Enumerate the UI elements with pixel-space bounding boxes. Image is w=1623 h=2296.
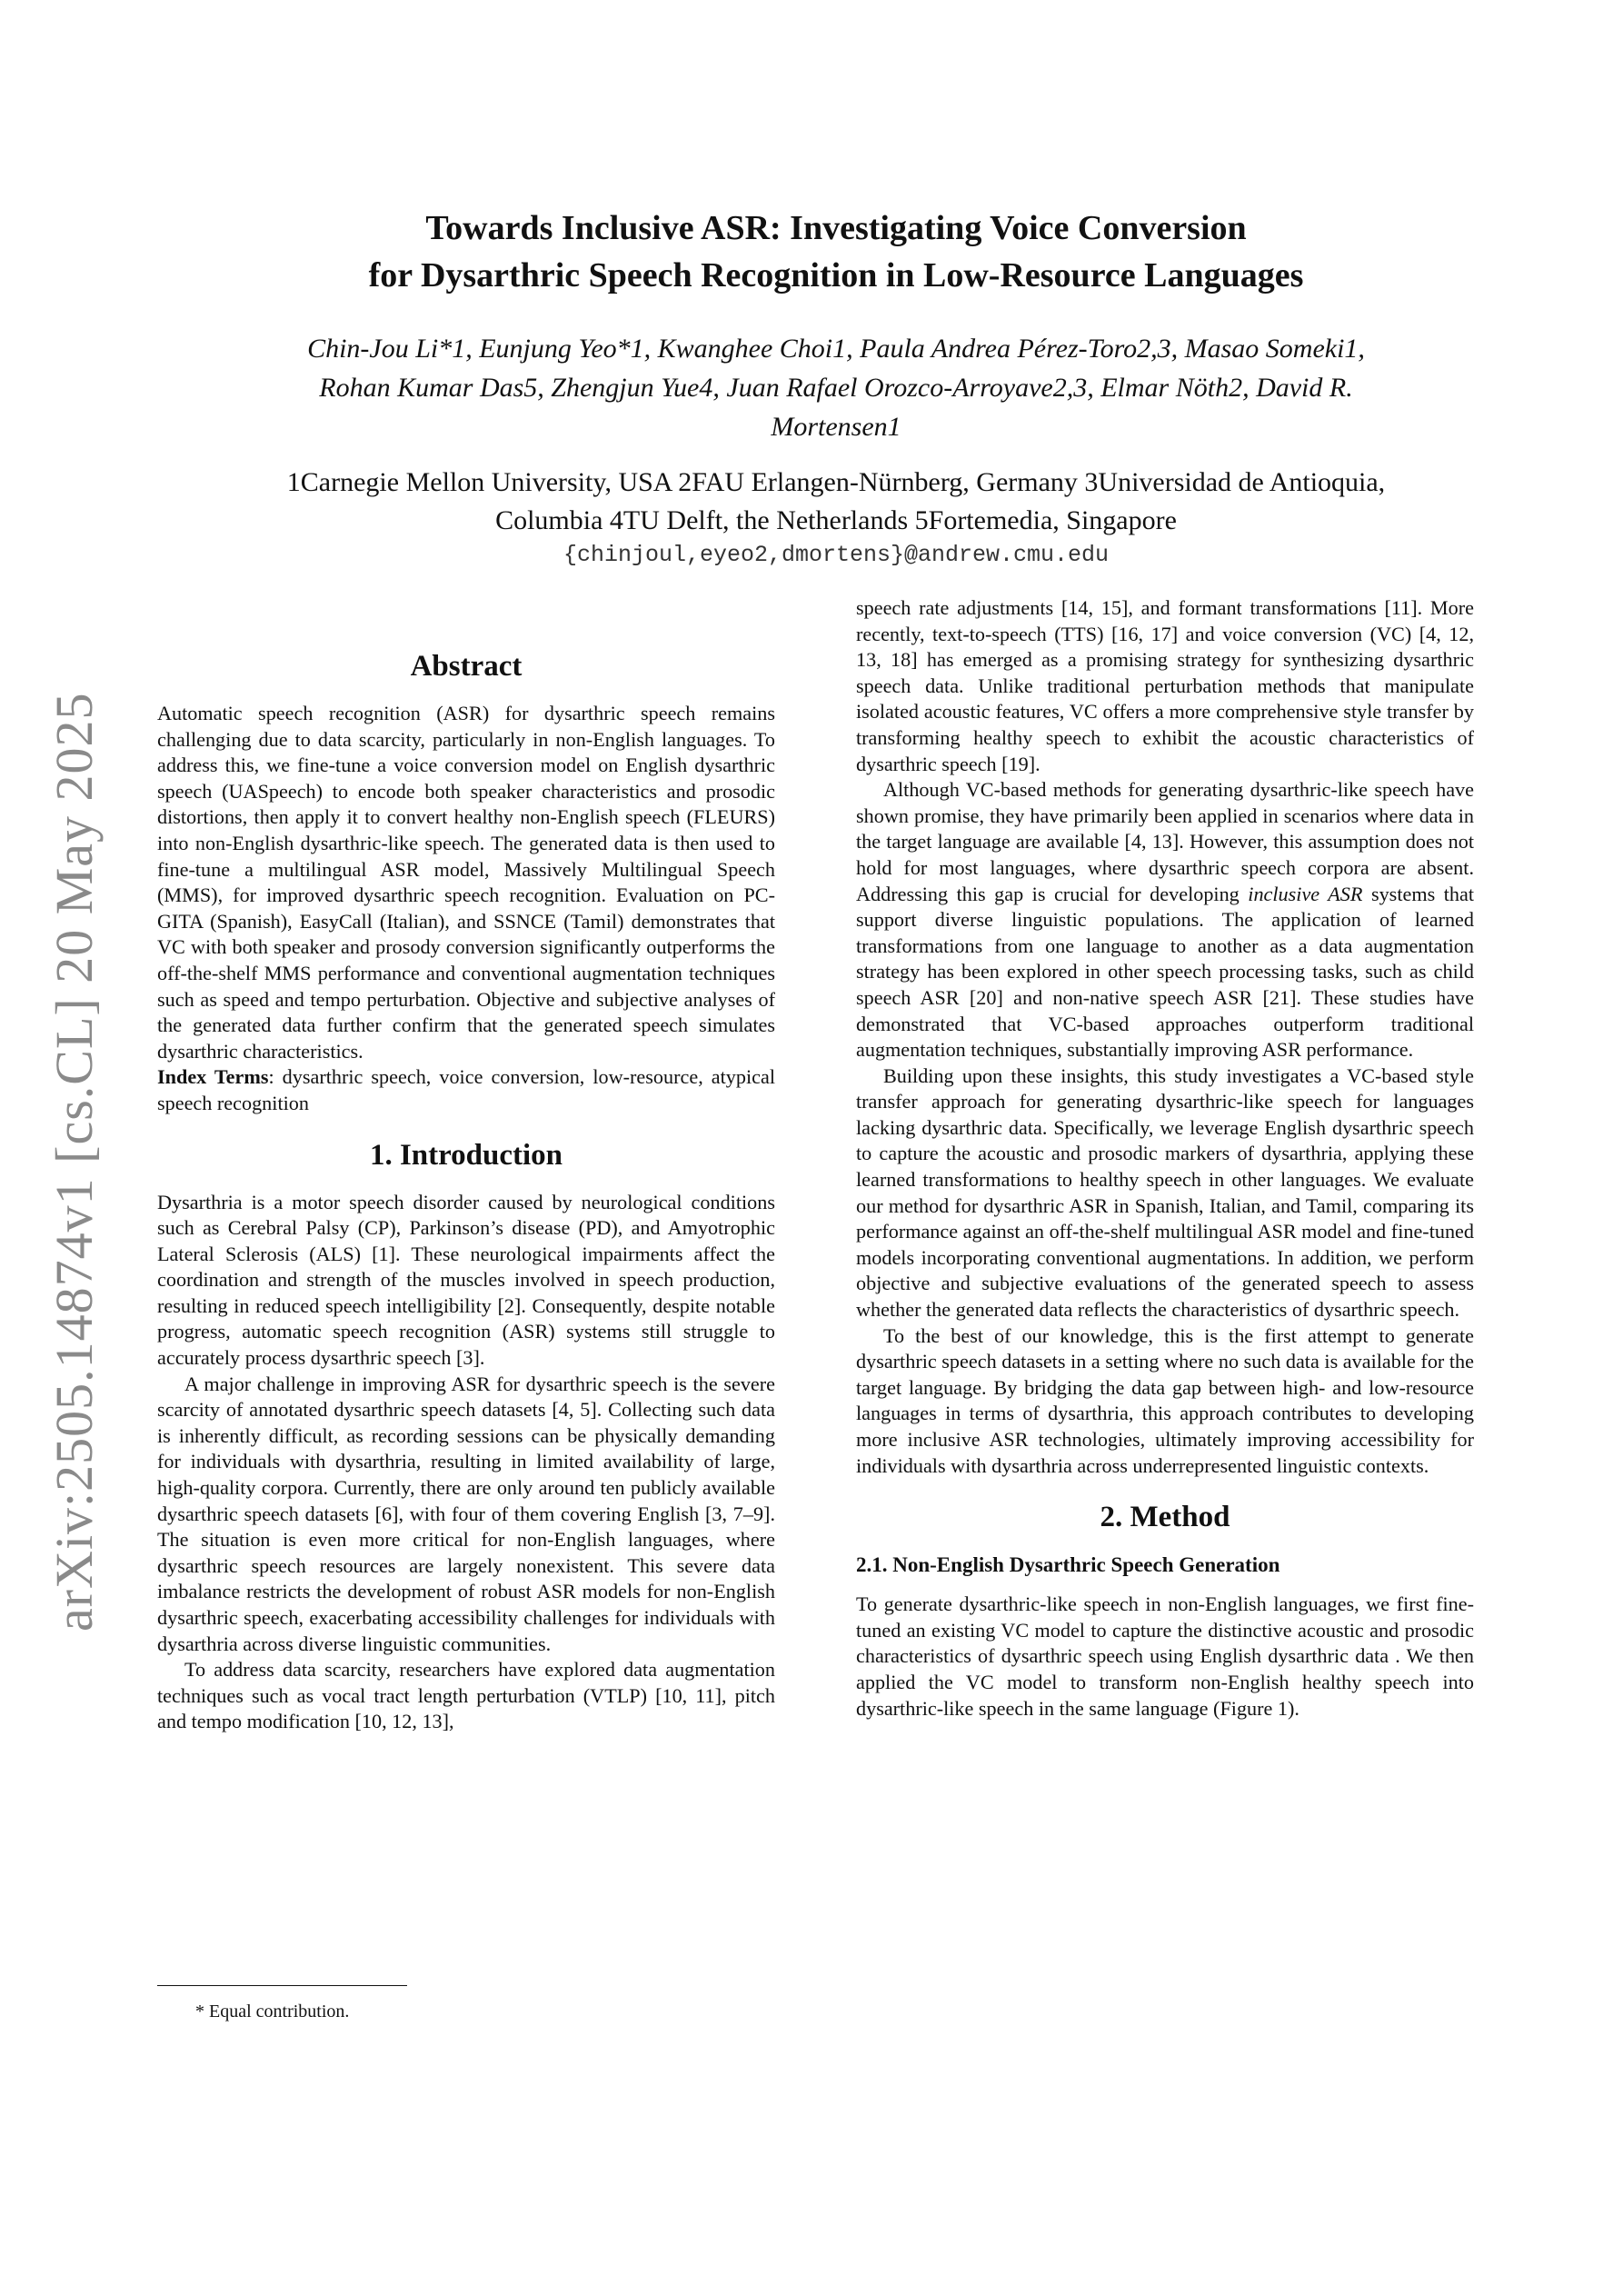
paper-title [164,205,1508,299]
intro-paragraph-5-part-a: Although VC-based methods for generating dysarthric-like speech have shown promise, they have primarily been applied in scenarios where data in the target language are available [4, 13]. However, this assumption does not hold for most languages, where dysarthric speech corpora are absent. Addressing this gap is crucial for developing [856,778,1474,905]
title-line-1: Towards Inclusive ASR: Investigating Voice Conversion [425,209,1247,247]
intro-paragraph-7: To the best of our knowledge, this is the first attempt to generate dysarthric speech datasets in a setting where no such data is available for the target language. By bridging the data gap between high- and low-resource languages in terms of dysarthria, this approach contributes to developing more inclusive ASR technologies, ultimately improving accessibility for individuals with dysarthria across underrepresented linguistic contexts. [856,1323,1474,1477]
left-column [157,641,775,1735]
arxiv-stamp: arXiv:2505.14874v1 [cs.CL] 20 May 2025 [45,692,104,1632]
method-heading: 2. Method [1100,1501,1230,1534]
inclusive-asr-emphasis: inclusive ASR [1248,882,1363,905]
footnote: * Equal contribution. [195,2002,350,2021]
author-line-1: Chin-Jou Li*1, Eunjung Yeo*1, Kwanghee Choi1, Paula Andrea Pérez-Toro2,3, Masao Someki1, [307,334,1365,364]
index-terms-label: Index Terms [157,1065,269,1089]
method-subheading: 2.1. Non-English Dysarthric Speech Generation [856,1553,1280,1577]
right-column [856,595,1474,1722]
index-terms [157,1064,775,1116]
affiliation-line-1: 1Carnegie Mellon University, USA 2FAU Erlangen-Nürnberg, Germany 3Universidad de Antioquia, [286,467,1386,497]
author-line-3: Mortensen1 [771,412,901,442]
intro-paragraph-4: speech rate adjustments [14, 15], and formant transformations [11]. More recently, text-to-speech (TTS) [16, 17] and voice conversion (VC) [4, 12, 13, 18] has emerged as a promising strategy for synthesizing dysarthric speech data. Unlike traditional perturbation methods that manipulate isolated acoustic features, VC offers a more comprehensive style transfer by transforming healthy speech to exhibit the acoustic characteristics of dysarthric speech [19]. [856,596,1474,775]
introduction-heading: 1. Introduction [369,1138,563,1172]
title-line-2: for Dysarthric Speech Recognition in Low-Resource Languages [368,256,1304,294]
intro-paragraph-1: Dysarthria is a motor speech disorder caused by neurological conditions such as Cerebral Palsy (CP), Parkinson’s disease (PD), and Amyotrophic Lateral Sclerosis (ALS) [1]. These neurological impairments affect the coordination and strength of the muscles involved in speech production, resulting in reduced speech intelligibility [2]. Consequently, despite notable progress, automatic speech recognition (ASR) systems still struggle to accurately process dysarthric speech [3]. [157,1190,775,1370]
abstract-heading: Abstract [410,650,523,683]
intro-paragraph-3: To address data scarcity, researchers have explored data augmentation techniques such as vocal tract length perturbation (VTLP) [10, 11], pitch and tempo modification [10, 12, 13], [157,1658,775,1733]
intro-paragraph-5 [856,777,1474,1063]
author-list [164,329,1508,446]
abstract-text: Automatic speech recognition (ASR) for dysarthric speech remains challenging due to data scarcity, particularly in non-English languages. To address this, we fine-tune a voice conversion model on English dysarthric speech (UASpeech) to encode both speaker characteristics and prosodic distortions, then apply it to convert healthy non-English speech (FLEURS) into non-English dysarthric-like speech. The generated data is then used to fine-tune a multilingual ASR model, Massively Multilingual Speech (MMS), for improved dysarthric speech recognition. Evaluation on PC-GITA (Spanish), EasyCall (Italian), and SSNCE (Tamil) demonstrates that VC with both speaker and prosody conversion significantly outperforms the off-the-shelf MMS performance and conventional augmentation techniques such as speed and tempo perturbation. Objective and subjective analyses of the generated data further confirm that the generated speech simulates dysarthric characteristics. [157,702,775,1063]
footnote-rule [157,1985,407,1986]
intro-paragraph-5-part-b: systems that support diverse linguistic populations. The application of learned transformations from one language to another as a data augmentation strategy has been explored in other speech processing tasks, such as child speech ASR [20] and non-native speech ASR [21]. These studies have demonstrated that VC-based approaches outperform traditional augmentation techniques, substantially improving ASR performance. [856,882,1474,1062]
contact-email[interactable]: {chinjoul,eyeo2,dmortens}@andrew.cmu.edu [563,542,1110,568]
method-paragraph-1: To generate dysarthric-like speech in non-English languages, we first fine-tuned an existing VC model to capture the distinctive acoustic and prosodic characteristics of dysarthric speech using English dysarthric data . We then applied the VC model to transform non-English healthy speech into dysarthric-like speech in the same language (Figure 1). [856,1592,1474,1720]
intro-paragraph-2: A major challenge in improving ASR for dysarthric speech is the severe scarcity of annotated dysarthric speech datasets [4, 5]. Collecting such data is inherently difficult, as recording sessions can be physically demanding for individuals with dysarthria, resulting in limited availability of large, high-quality corpora. Currently, there are only around ten publicly available dysarthric speech datasets [6], with four of them covering English [3, 7–9]. The situation is even more critical for non-English languages, where dysarthric speech resources are largely nonexistent. This severe data imbalance restricts the development of robust ASR models for non-English dysarthric speech, exacerbating accessibility challenges for individuals with dysarthria across diverse linguistic communities. [157,1372,775,1655]
index-terms-text: : dysarthric speech, voice conversion, low-resource, atypical speech recognition [157,1065,775,1114]
affiliations [164,464,1508,540]
author-line-2: Rohan Kumar Das5, Zhengjun Yue4, Juan Rafael Orozco-Arroyave2,3, Elmar Nöth2, David R. [319,373,1353,403]
affiliation-line-2: Columbia 4TU Delft, the Netherlands 5Fortemedia, Singapore [495,505,1177,535]
intro-paragraph-6: Building upon these insights, this study investigates a VC-based style transfer approach for generating dysarthric-like speech for languages lacking dysarthric data. Specifically, we leverage English dysarthric speech to capture the acoustic and prosodic markers of dysarthria, applying these learned transformations to healthy speech in other languages. We evaluate our method for dysarthric ASR in Spanish, Italian, and Tamil, comparing its performance against an off-the-shelf multilingual ASR model and fine-tuned models incorporating conventional augmentations. In addition, we perform objective and subjective evaluations of the generated speech to assess whether the generated data reflects the characteristics of dysarthric speech. [856,1063,1474,1322]
